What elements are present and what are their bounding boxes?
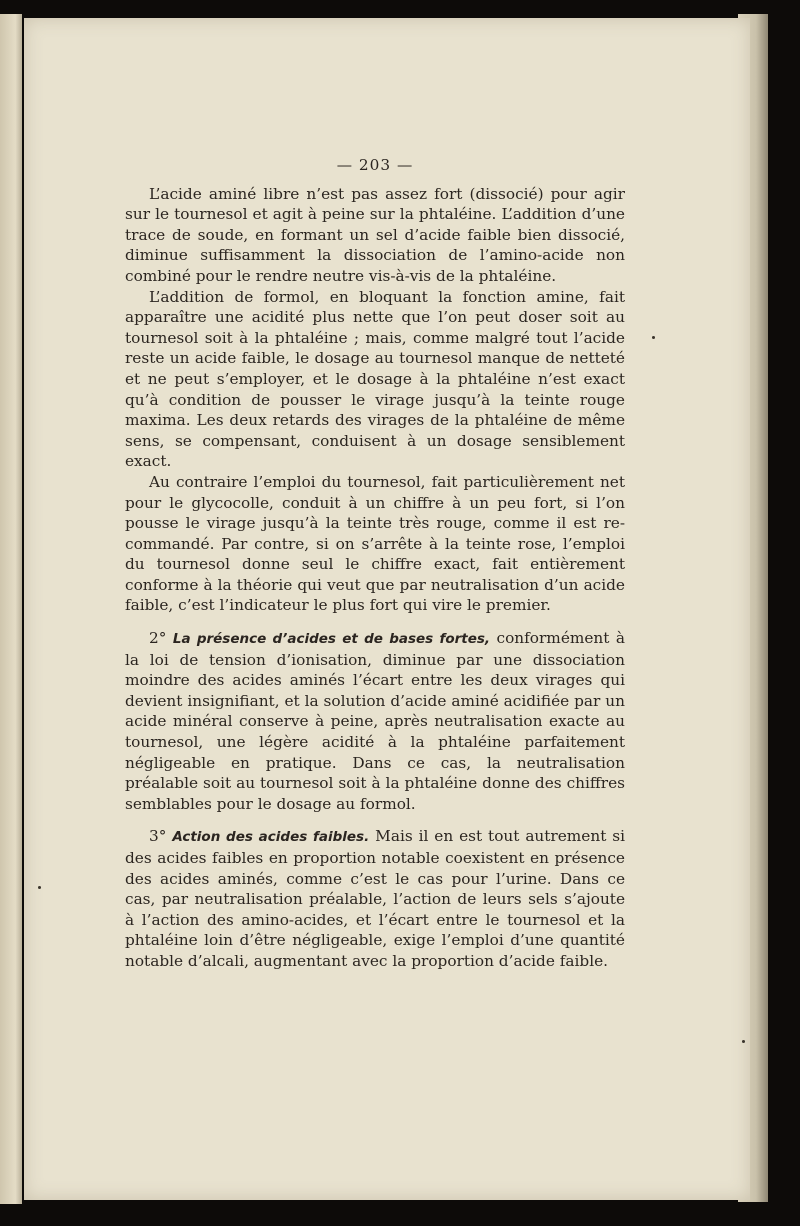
facing-page-edge bbox=[0, 14, 22, 1204]
section-number: 3° bbox=[149, 827, 167, 846]
speck bbox=[742, 1040, 745, 1043]
section-title: La présence d’acides et de bases fortes, bbox=[172, 631, 491, 648]
speck bbox=[652, 336, 655, 339]
section-text: conformément à la loi de tension d’ionisation, diminue par une dissociation moindre des acides aminés l’écart entre les deux virages qui devient insignifiant, et la solution d’acide aminé acidifiée par un acide minéral conserve à peine, après neutralisation exacte au tournesol, une légère acidité à la phtaléine parfaitement négligeable en pratique. Dans ce cas, la neutralisation préalable soit au tournesol soit à la phtaléine donne des chiffres semblables pour le dosage au formol. bbox=[125, 629, 625, 813]
section-2 bbox=[125, 628, 625, 814]
section-number: 2° bbox=[149, 629, 167, 648]
paragraph: L’acide aminé libre n’est pas assez fort (dissocié) pour agir sur le tournesol et agit à peine sur la phtaléine. L’addition d’une trace de soude, en formant un sel d’acide faible bien dissocié, diminue suffisamment la dissociation de l’amino-acide non combiné pour le rendre neutre vis-à-vis de la phtaléine. bbox=[125, 184, 625, 285]
speck bbox=[38, 886, 41, 889]
paragraph: L’addition de formol, en bloquant la fonction amine, fait apparaître une acidité plus nette que l’on peut doser soit au tournesol soit à la phtaléine ; mais, comme malgré tout l’acide reste un acide faible, le dosage au tournesol manque de netteté et ne peut s’employer, et le dosage à la phtaléine n’est exact qu’à condition de pousser le virage jusqu’à la teinte rouge maxima. Les deux retards des virages de la phtaléine de même sens, se compensant, conduisent à un dosage sensiblement exact. bbox=[125, 287, 625, 471]
page-number: — 203 — bbox=[336, 156, 414, 174]
page-text bbox=[125, 155, 625, 972]
paragraph: Au contraire l’emploi du tournesol, fait particulièrement net pour le glycocolle, conduit à un chiffre à un peu fort, si l’on pousse le virage jusqu’à la teinte très rouge, comme il est recommandé. Par contre, si on s’arrête à la teinte rose, l’emploi du tournesol donne seul le chiffre exact, fait entièrement conforme à la théorie qui veut que par neutralisation d’un acide faible, c’est l’indicateur le plus fort qui vire le premier. bbox=[125, 472, 625, 615]
section-3 bbox=[125, 826, 625, 971]
section-title: Action des acides faibles. bbox=[172, 829, 370, 846]
section-text: Mais il en est tout autrement si des acides faibles en proportion notable coexistent en présence des acides aminés, comme c’est le cas pour l’urine. Dans ce cas, par neutralisation préalable, l’action de leurs sels s’ajoute à l’action des amino-acides, et l’écart entre le tournesol et la phtaléine loin d’être négligeable, exige l’emploi d’une quantité notable d’alcali, augmentant avec la proportion d’acide faible. bbox=[125, 827, 626, 970]
